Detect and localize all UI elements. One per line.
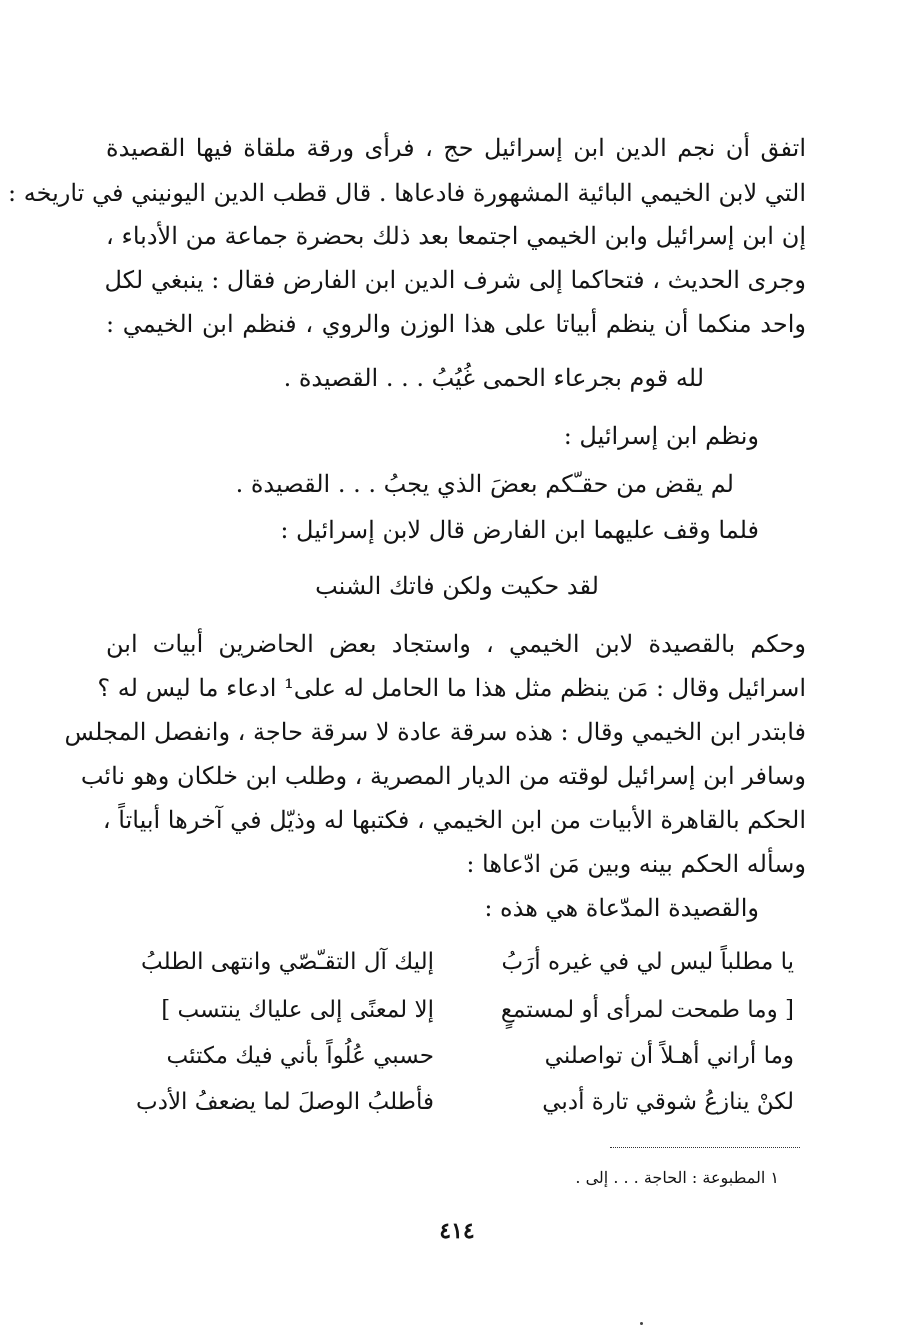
paragraph-2-line-6: وسأله الحكم بينه وبين مَن ادّعاها : — [466, 850, 806, 878]
verse-second-hemistich: حسبي عُلُواً بأني فيك مكتئب — [166, 1043, 434, 1069]
verse-second-hemistich: فأطلبُ الوصلَ لما يضعفُ الأدب — [136, 1089, 434, 1115]
paragraph-1-line-2: التي لابن الخيمي البائية المشهورة فادعاها . قال قطب الدين اليونيني في تاريخه : — [8, 179, 806, 207]
verse-first-hemistich: [ وما طمحت لمرأى أو لمستمعٍ — [500, 997, 794, 1023]
paragraph-1-line-3: إن ابن إسرائيل وابن الخيمي اجتمعا بعد ذلك بحضرة جماعة من الأدباء ، — [106, 222, 806, 250]
intro-ibn-al-farid: فلما وقف عليهما ابن الفارض قال لابن إسرائيل : — [280, 516, 759, 544]
paragraph-1-line-1: اتفق أن نجم الدين ابن إسرائيل حج ، فرأى ورقة ملقاة فيها القصيدة — [106, 134, 806, 162]
poem-verse — [114, 990, 794, 1030]
footnote: ١ المطبوعة : الحاجة . . . إلى . — [575, 1168, 779, 1187]
verse-first-hemistich: وما أراني أهـلاً أن تواصلني — [544, 1043, 794, 1069]
quoted-verse-ibn-al-farid: لقد حكيت ولكن فاتك الشنب — [315, 572, 599, 600]
verse-first-hemistich: يا مطلباً ليس لي في غيره أرَبُ — [501, 949, 794, 975]
intro-ibn-israil: ونظم ابن إسرائيل : — [563, 422, 759, 450]
poem-verse — [114, 1036, 794, 1076]
quoted-verse-ibn-al-khaymi: لله قوم بجرعاء الحمى غُيُبُ . . . القصيدة . — [283, 364, 704, 392]
paragraph-2-line-5: الحكم بالقاهرة الأبيات من ابن الخيمي ، فكتبها له وذيّل في آخرها أبياتاً ، — [102, 806, 806, 834]
poem-verse — [114, 1082, 794, 1122]
paragraph-2-line-4: وسافر ابن إسرائيل لوقته من الديار المصرية ، وطلب ابن خلكان وهو نائب — [80, 762, 806, 790]
paragraph-2-line-1: وحكم بالقصيدة لابن الخيمي ، واستجاد بعض الحاضرين أبيات ابن — [106, 630, 806, 658]
verse-second-hemistich: إلا لمعنًى إلى علياك ينتسب ] — [161, 997, 434, 1023]
scan-speck — [640, 1322, 643, 1325]
paragraph-1-line-5: واحد منكما أن ينظم أبياتا على هذا الوزن والروي ، فنظم ابن الخيمي : — [106, 310, 806, 338]
intro-poem: والقصيدة المدّعاة هي هذه : — [484, 894, 759, 922]
paragraph-2-line-3: فابتدر ابن الخيمي وقال : هذه سرقة عادة لا سرقة حاجة ، وانفصل المجلس — [64, 718, 806, 746]
footnote-divider — [610, 1147, 800, 1148]
page-number: ٤١٤ — [439, 1218, 475, 1244]
poem-verse — [114, 942, 794, 982]
verse-second-hemistich: إليك آل التقـّصّي وانتهى الطلبُ — [141, 949, 434, 975]
paragraph-2-line-2: اسرائيل وقال : مَن ينظم مثل هذا ما الحامل له على¹ ادعاء ما ليس له ؟ — [97, 674, 806, 702]
quoted-verse-ibn-israil: لم يقض من حقـّكم بعضَ الذي يجبُ . . . القصيدة . — [235, 470, 734, 498]
verse-first-hemistich: لكنْ ينازعُ شوقي تارة أدبي — [542, 1089, 794, 1115]
paragraph-1-line-4: وجرى الحديث ، فتحاكما إلى شرف الدين ابن الفارض فقال : ينبغي لكل — [104, 266, 806, 294]
